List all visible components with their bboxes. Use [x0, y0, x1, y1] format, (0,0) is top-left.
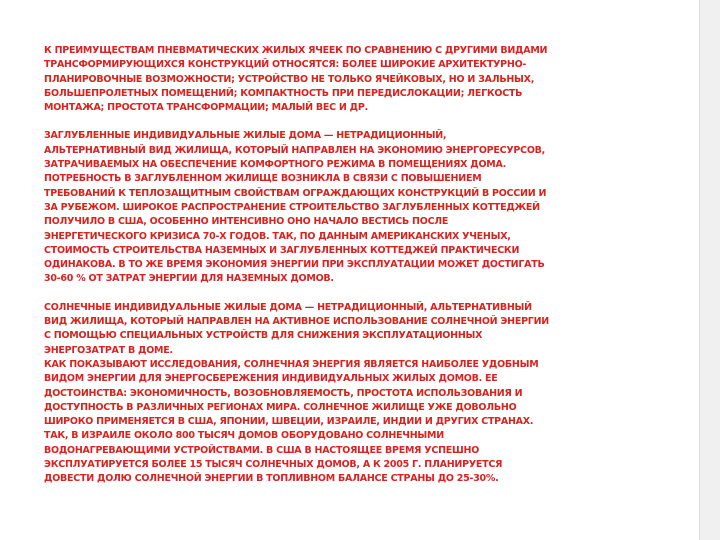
paragraph-solar-houses: СОЛНЕЧНЫЕ ИНДИВИДУАЛЬНЫЕ ЖИЛЫЕ ДОМА — НЕТРАДИЦИОННЫЙ, АЛЬТЕРНАТИВНЫЙ ВИД ЖИЛИЩА, КОТОРЫЙ НАПРАВЛЕН НА АКТИВНОЕ ИСПОЛЬЗОВАНИЕ СОЛНЕЧНОЙ ЭНЕРГИИ С ПОМОЩЬЮ СПЕЦИАЛЬНЫХ УСТРОЙСТВ ДЛЯ СНИЖЕНИЯ ЭКСПЛУАТАЦИОННЫХ ЭНЕРГОЗАТРАТ В ДОМЕ. КАК ПОКАЗЫВАЮТ ИССЛЕДОВАНИЯ, СОЛНЕЧНАЯ ЭНЕРГИЯ ЯВЛЯЕТСЯ НАИБОЛЕЕ УДОБНЫМ ВИДОМ ЭНЕРГИИ ДЛЯ ЭНЕРГОСБЕРЕЖЕНИЯ ИНДИВИДУАЛЬНЫХ ЖИЛЫХ ДОМОВ. ЕЕ ДОСТОИНСТВА: ЭКОНОМИЧНОСТЬ, ВОЗОБНОВЛЯЕМОСТЬ, ПРОСТОТА ИСПОЛЬЗОВАНИЯ И ДОСТУПНОСТЬ В РАЗЛИЧНЫХ РЕГИОНАХ МИРА. СОЛНЕЧНОЕ ЖИЛИЩЕ УЖЕ ДОВОЛЬНО ШИРОКО ПРИМЕНЯЕТСЯ В США, ЯПОНИИ, ШВЕЦИИ, ИЗРАИЛЕ, ИНДИИ И ДРУГИХ СТРАНАХ. ТАК, В ИЗРАИЛЕ ОКОЛО 800 ТЫСЯЧ ДОМОВ ОБОРУДОВАНО СОЛНЕЧНЫМИ ВОДОНАГРЕВАЮЩИМИ УСТРОЙСТВАМИ. В США В НАСТОЯЩЕЕ ВРЕМЯ УСПЕШНО ЭКСПЛУАТИРУЕТСЯ БОЛЕЕ 15 ТЫСЯЧ СОЛНЕЧНЫХ ДОМОВ, А К 2005 Г. ПЛАНИРУЕТСЯ ДОВЕСТИ ДОЛЮ СОЛНЕЧНОЙ ЭНЕРГИИ В ТОПЛИВНОМ БАЛАНСЕ СТРАНЫ ДО 25-30%. [44, 301, 549, 485]
paragraph-underground-houses: ЗАГЛУБЛЕННЫЕ ИНДИВИДУАЛЬНЫЕ ЖИЛЫЕ ДОМА — НЕТРАДИЦИОННЫЙ, АЛЬТЕРНАТИВНЫЙ ВИД ЖИЛИЩА, КОТОРЫЙ НАПРАВЛЕН НА ЭКОНОМИЮ ЭНЕРГОРЕСУРСОВ, ЗАТРАЧИВАЕМЫХ НА ОБЕСПЕЧЕНИЕ КОМФОРТНОГО РЕЖИМА В ПОМЕЩЕНИЯХ ДОМА. ПОТРЕБНОСТЬ В ЗАГЛУБЛЕННОМ ЖИЛИЩЕ ВОЗНИКЛА В СВЯЗИ С ПОВЫШЕНИЕМ ТРЕБОВАНИЙ К ТЕПЛОЗАЩИТНЫМ СВОЙСТВАМ ОГРАЖДАЮЩИХ КОНСТРУКЦИЙ В РОССИИ И ЗА РУБЕЖОМ. ШИРОКОЕ РАСПРОСТРАНЕНИЕ СТРОИТЕЛЬСТВО ЗАГЛУБЛЕННЫХ КОТТЕДЖЕЙ ПОЛУЧИЛО В США, ОСОБЕННО ИНТЕНСИВНО ОНО НАЧАЛО ВЕСТИСЬ ПОСЛЕ ЭНЕРГЕТИЧЕСКОГО КРИЗИСА 70-Х ГОДОВ. ТАК, ПО ДАННЫМ АМЕРИКАНСКИХ УЧЕНЫХ, СТОИМОСТЬ СТРОИТЕЛЬСТВА НАЗЕМНЫХ И ЗАГЛУБЛЕННЫХ КОТТЕДЖЕЙ ПРАКТИЧЕСКИ ОДИНАКОВА. В ТО ЖЕ ВРЕМЯ ЭКОНОМИЯ ЭНЕРГИИ ПРИ ЭКСПЛУАТАЦИИ МОЖЕТ ДОСТИГАТЬ 30-60 % ОТ ЗАТРАТ ЭНЕРГИИ ДЛЯ НАЗЕМНЫХ ДОМОВ. [44, 130, 547, 285]
paragraph-pneumatic-cells: К ПРЕИМУЩЕСТВАМ ПНЕВМАТИЧЕСКИХ ЖИЛЫХ ЯЧЕЕК ПО СРАВНЕНИЮ С ДРУГИМИ ВИДАМИ ТРАНСФОРМИРУЮЩИХСЯ КОНСТРУКЦИЙ ОТНОСЯТСЯ: БОЛЕЕ ШИРОКИЕ АРХИТЕКТУРНО- ПЛАНИРОВОЧНЫЕ ВОЗМОЖНОСТИ; УСТРОЙСТВО НЕ ТОЛЬКО ЯЧЕЙКОВЫХ, НО И ЗАЛЬНЫХ, БОЛЬШЕПРОЛЕТНЫХ ПОМЕЩЕНИЙ; КОМПАКТНОСТЬ ПРИ ПЕРЕДИСЛОКАЦИИ; ЛЕГКОСТЬ МОНТАЖА; ПРОСТОТА ТРАНСФОРМАЦИИ; МАЛЫЙ ВЕС И ДР. [44, 45, 548, 114]
slide-body [44, 44, 676, 487]
right-edge-bar [699, 0, 720, 540]
